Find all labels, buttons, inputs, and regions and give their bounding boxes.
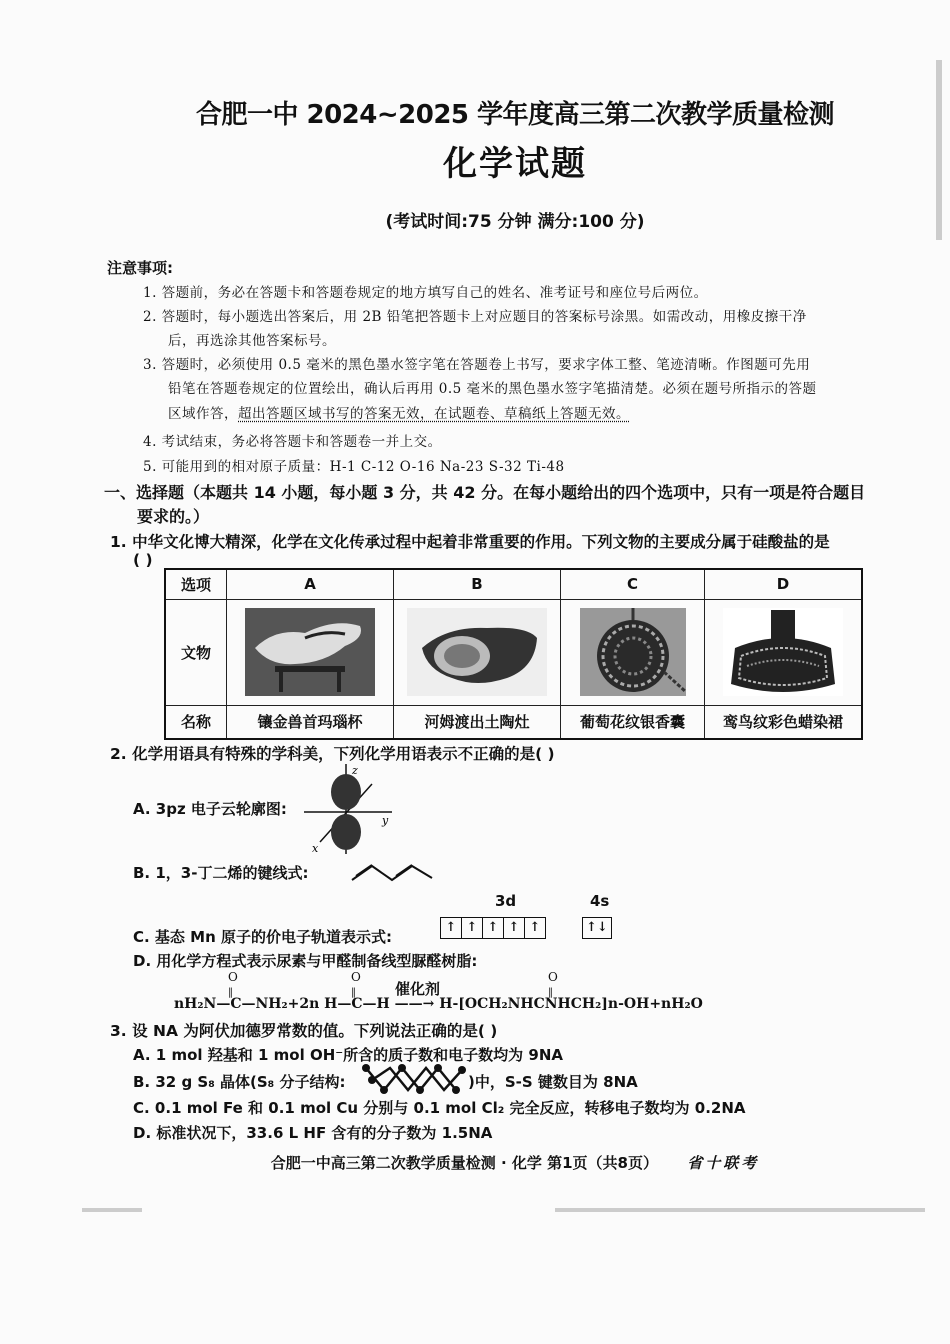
q3-option-c: C. 0.1 mol Fe 和 0.1 mol Cu 分别与 0.1 mol Cl₂ 完全反应，转移电子数均为 0.2NA xyxy=(133,1099,746,1117)
notice-item-3-cont: 铅笔在答题卷规定的位置绘出，确认后再用 0.5 毫米的黑色墨水签字笔描清楚。必须在题号所指示的答题 xyxy=(168,381,817,397)
option-a-header: A xyxy=(227,569,394,599)
page-footer xyxy=(0,1152,950,1173)
option-d-header: D xyxy=(705,569,863,599)
q2-option-a: A. 3pz 电子云轮廓图: xyxy=(133,800,287,818)
notice-item-2: 2. 答题时，每小题选出答案后，用 2B 铅笔把答题卡上对应题目的答案标号涂黑。如需改动，用橡皮擦干净 xyxy=(143,309,807,325)
q1-paren: ( ) xyxy=(133,551,153,569)
q2-option-c: C. 基态 Mn 原子的价电子轨道表示式: xyxy=(133,928,392,946)
catalyst-label: 催化剂 xyxy=(395,980,441,998)
orbital-box: ↑↓ xyxy=(586,920,608,935)
option-c-header: C xyxy=(561,569,705,599)
orbital-box: ↑ xyxy=(483,918,504,938)
pz-orbital-diagram xyxy=(300,762,400,858)
artifact-image-b xyxy=(394,599,561,705)
artifact-image-d xyxy=(705,599,863,705)
orbital-box: ↑ xyxy=(504,918,525,938)
table-row-label: 选项 xyxy=(165,569,227,599)
artifact-name-d: 鸾鸟纹彩色蜡染裙 xyxy=(705,705,863,739)
notice-item-1: 1. 答题前，务必在答题卡和答题卷规定的地方填写自己的姓名、准考证号和座位号后两位。 xyxy=(143,285,708,301)
s8-structure xyxy=(360,1062,470,1098)
axis-z-label: z xyxy=(352,764,358,777)
subject-title: 化学试题 xyxy=(443,144,587,184)
notice-item-3-cont2 xyxy=(168,402,630,422)
notice-item-3: 3. 答题时，必须使用 0.5 毫米的黑色墨水签字笔在答题卷上书写，要求字体工整、笔迹清晰。作图题可先用 xyxy=(143,357,811,373)
scan-line-mark xyxy=(82,1208,142,1212)
artifact-table xyxy=(164,568,863,740)
q3-option-b-pre: B. 32 g S₈ 晶体(S₈ 分子结构: xyxy=(133,1073,346,1091)
carbonyl-o-2: O ‖ xyxy=(351,970,361,998)
orbital-box: ↑ xyxy=(462,918,483,938)
section-heading-cont: 要求的。） xyxy=(137,507,210,526)
artifact-name-b: 河姆渡出土陶灶 xyxy=(394,705,561,739)
footer-stamp: 省十联考 xyxy=(687,1154,760,1172)
notice-item-5: 5. 可能用到的相对原子质量：H-1 C-12 O-16 Na-23 S-32 Ti-48 xyxy=(143,459,565,475)
artifact-image-a xyxy=(227,599,394,705)
footer-text: 合肥一中高三第二次教学质量检测 · 化学 第1页（共8页） xyxy=(270,1154,658,1172)
notice-emphasis: 超出答题区域书写的答案无效，在试题卷、草稿纸上答题无效。 xyxy=(238,406,630,422)
q1-stem: 1. 中华文化博大精深，化学在文化传承过程中起着非常重要的作用。下列文物的主要成分属于硅酸盐的是 xyxy=(110,533,830,551)
table-row-label: 文物 xyxy=(165,599,227,705)
section-heading: 一、选择题（本题共 14 小题，每小题 3 分，共 42 分。在每小题给出的四个选项中，只有一项是符合题目 xyxy=(104,483,866,502)
option-b-header: B xyxy=(394,569,561,599)
exam-info: (考试时间:75 分钟 满分:100 分) xyxy=(385,212,645,232)
label-4s: 4s xyxy=(590,892,610,910)
axis-y-label: y xyxy=(382,814,389,827)
q3-option-d: D. 标准状况下，33.6 L HF 含有的分子数为 1.5NA xyxy=(133,1124,493,1142)
q2-stem: 2. 化学用语具有特殊的学科美，下列化学用语表示不正确的是( ) xyxy=(110,745,555,763)
orbital-3d-boxes xyxy=(440,916,546,939)
scan-line-mark xyxy=(555,1208,925,1212)
artifact-name-a: 镶金兽首玛瑙杯 xyxy=(227,705,394,739)
q2-d-equation: nH₂N—C—NH₂+2n H—C—H ——→ H-[OCH₂NHCNHCH₂]n-OH+nH₂O xyxy=(174,996,703,1012)
artifact-image-c xyxy=(561,599,705,705)
carbonyl-o-3: O ‖ xyxy=(548,970,558,998)
q3-option-b-post: )中，S-S 键数目为 8NA xyxy=(468,1073,638,1091)
butadiene-skeletal-formula xyxy=(350,858,434,886)
exam-title: 合肥一中 2024~2025 学年度高三第二次教学质量检测 xyxy=(195,100,835,130)
scan-edge-mark xyxy=(936,60,942,240)
notice-item-2-cont: 后，再选涂其他答案标号。 xyxy=(168,333,336,349)
q3-stem: 3. 设 NA 为阿伏加德罗常数的值。下列说法正确的是( ) xyxy=(110,1022,498,1040)
axis-x-label: x xyxy=(312,842,319,855)
q2-option-b: B. 1，3-丁二烯的键线式: xyxy=(133,864,309,882)
carbonyl-o-1: O ‖ xyxy=(228,970,238,998)
table-row-label: 名称 xyxy=(165,705,227,739)
notice-text: 区域作答， xyxy=(168,406,238,422)
label-3d: 3d xyxy=(495,892,517,910)
notice-heading: 注意事项: xyxy=(107,259,173,277)
q3-option-a: A. 1 mol 羟基和 1 mol OH⁻所含的质子数和电子数均为 9NA xyxy=(133,1046,563,1064)
q2-option-d: D. 用化学方程式表示尿素与甲醛制备线型脲醛树脂: xyxy=(133,952,478,970)
notice-item-4: 4. 考试结束，务必将答题卡和答题卷一并上交。 xyxy=(143,434,442,450)
artifact-name-c: 葡萄花纹银香囊 xyxy=(561,705,705,739)
orbital-box: ↑ xyxy=(441,918,462,938)
orbital-box: ↑ xyxy=(529,920,541,935)
orbital-4s-box xyxy=(582,916,612,939)
